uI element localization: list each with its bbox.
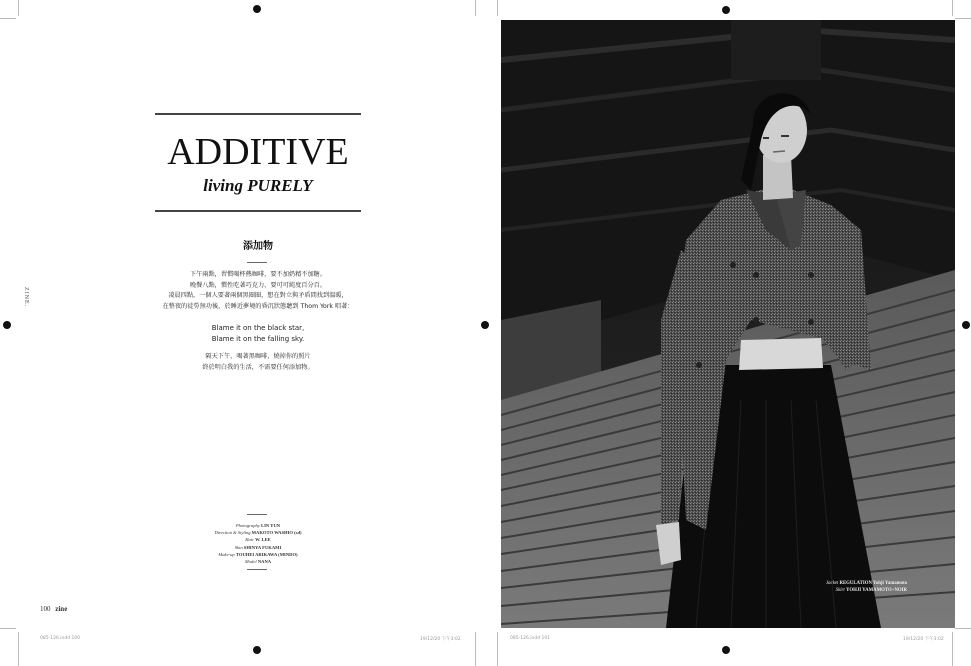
title-top-rule — [155, 113, 361, 115]
brand-label: zine — [55, 605, 68, 613]
credit-line: Photography LIN YUN — [235, 523, 281, 528]
paragraph-line: 在整夜的徒勞無功後，於睡近夢境的昏沉狀態聽到 Thom York 唱著： — [162, 302, 354, 310]
photo-illustration — [501, 20, 955, 628]
credit-line: Skin SHINYA FUKAMI — [234, 544, 282, 550]
lyric-block — [130, 323, 386, 344]
article-heading: 添加物 — [243, 241, 273, 252]
credit-line: Model NANA — [244, 559, 272, 565]
crop-mark — [497, 632, 498, 666]
registration-mark — [962, 321, 970, 329]
paragraph-line: 下午兩點，習慣喝杯熱咖啡，要不加奶精不加糖。 — [189, 271, 327, 278]
paragraph-2 — [130, 352, 386, 373]
lyric-line: Blame it on the falling sky. — [211, 334, 305, 343]
crop-mark — [955, 18, 971, 19]
crop-mark — [0, 628, 16, 629]
registration-mark — [3, 321, 11, 329]
slug-date: 19/12/20 下午3:02 — [903, 637, 944, 642]
crop-mark — [18, 632, 19, 666]
registration-mark — [253, 646, 261, 654]
credits-top-rule — [247, 514, 267, 515]
crop-mark — [18, 0, 19, 16]
credit-line: Skirt YOHJI YAMAMOTO+NOIR — [835, 587, 907, 593]
crop-mark — [475, 0, 476, 16]
crop-mark — [952, 632, 953, 666]
credits-bottom-rule — [247, 569, 267, 570]
credit-line: Hair W. LEE — [245, 537, 271, 543]
registration-mark — [481, 321, 489, 329]
registration-mark — [253, 5, 261, 13]
crop-mark — [497, 0, 498, 16]
crop-mark — [952, 0, 953, 16]
page-subtitle: living PURELY — [203, 176, 313, 195]
paragraph-1 — [130, 270, 386, 312]
registration-mark — [722, 6, 730, 14]
title-bottom-rule — [155, 210, 361, 212]
slug-file: 085-126.indd 100 — [40, 636, 81, 641]
page-folio — [40, 605, 67, 613]
crop-mark — [475, 632, 476, 666]
side-label: ZINE. — [23, 287, 29, 308]
page-number: 100 — [40, 605, 51, 613]
page-title: ADDITIVE — [167, 131, 349, 173]
credits-block — [160, 522, 356, 565]
paragraph-line: 終於明白我的生活，不需要任何添加物。 — [202, 363, 314, 371]
paragraph-line: 凌晨四點，一個人要著兩個黑圈圈，想在對立與矛盾間找到溫暖， — [168, 292, 348, 299]
photo-credit — [826, 581, 907, 594]
registration-mark — [722, 646, 730, 654]
lyric-line: Blame it on the black star, — [211, 324, 305, 332]
paragraph-line: 晚餐八點，慣性吃著巧克力，要可可純度百分百。 — [189, 281, 327, 289]
fashion-photo — [501, 20, 955, 628]
heading-divider — [247, 262, 267, 263]
slug-date: 19/12/20 下午3:02 — [420, 637, 461, 642]
credit-line: Make-up TOUHEI ARIKAWA (MINDO) — [218, 551, 298, 557]
credit-line: Direction & Styling MAKOTO WASHIO (sd) — [214, 530, 302, 536]
crop-mark — [0, 18, 16, 19]
credit-line: Jacket REGULATION Yohji Yamamoto — [826, 581, 907, 586]
slug-file: 085-126.indd 101 — [510, 636, 551, 641]
crop-mark — [955, 628, 971, 629]
paragraph-line: 隔天下午，喝著黑咖啡，燒掉你的照片 — [205, 353, 311, 360]
